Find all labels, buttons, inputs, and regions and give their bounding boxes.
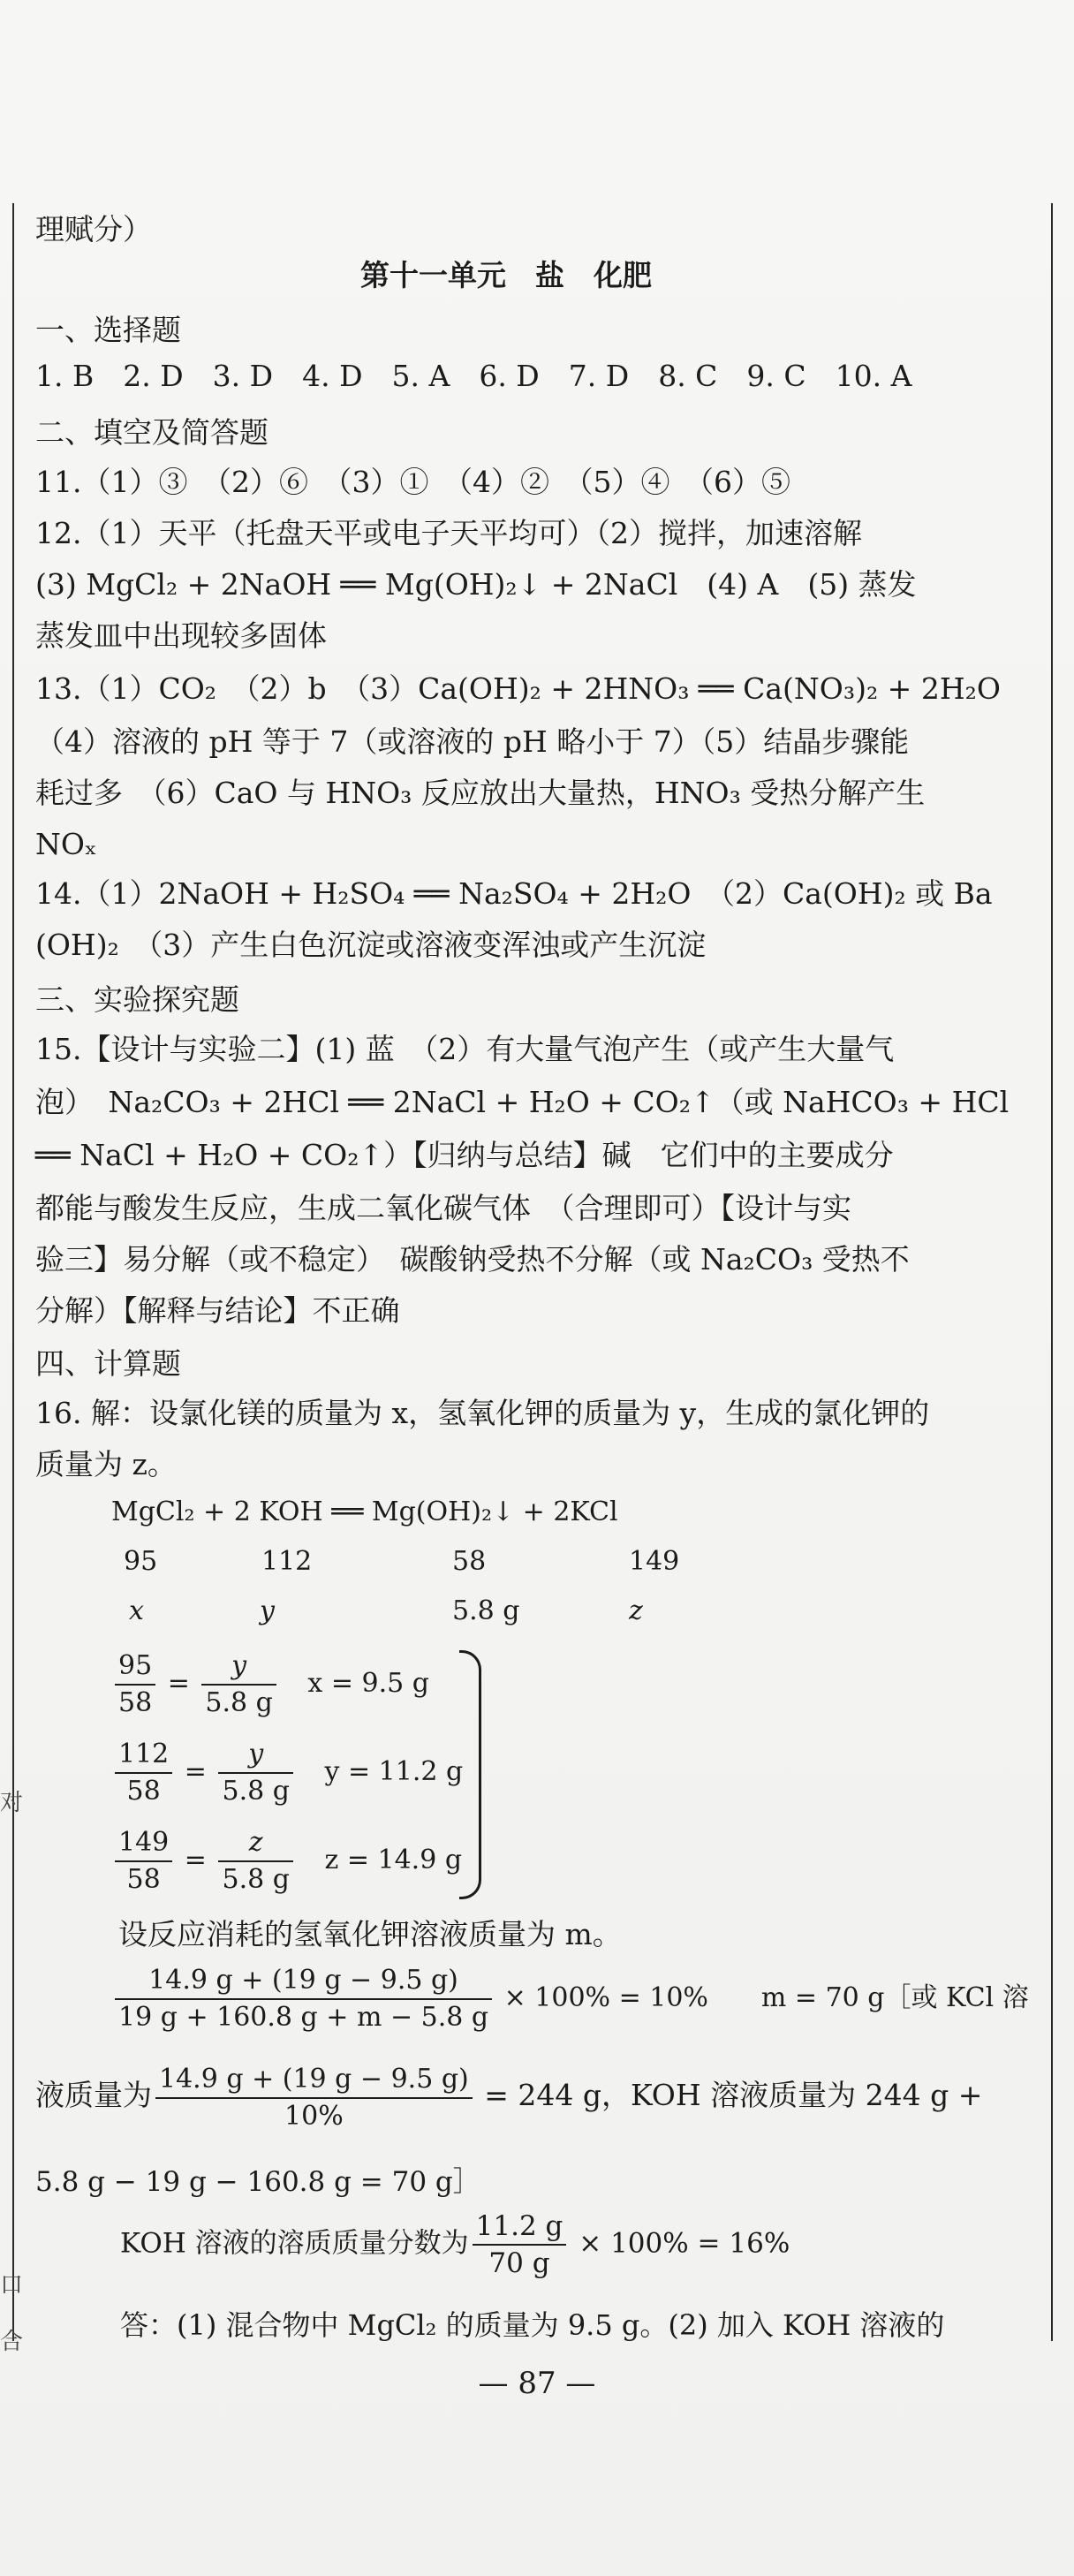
answer-12-line2: (3) MgCl₂ + 2NaOH ══ Mg(OH)₂↓ + 2NaCl (4) A (5) 蒸发 (35, 567, 917, 602)
side-mark-2: 口 (0, 2272, 24, 2299)
section-heading-choice: 一、选择题 (35, 313, 181, 347)
right-brace (459, 1650, 481, 1899)
proportion-3: $\frac{149}{58}$ = $\frac{z}{5.8 g}$ z = 14.9 g (111, 1825, 462, 1898)
answer-11: 11.（1）③ （2）⑥ （3）① （4）② （5）④ （6）⑤ (35, 465, 790, 499)
right-margin-rule (1051, 203, 1053, 2341)
section-heading-experiment: 三、实验探究题 (35, 982, 239, 1017)
koh-mass-line: 5.8 g − 19 g − 160.8 g = 70 g］ (35, 2166, 480, 2198)
p2-num: 112 (115, 1737, 172, 1774)
answer-15-line6: 分解）【解释与结论】不正确 (35, 1293, 400, 1328)
p1-den: 58 (118, 1687, 153, 1718)
p3-num: 149 (115, 1825, 172, 1862)
p1-rnum: y (201, 1648, 276, 1686)
c-prefix: 液质量为 (35, 2078, 152, 2112)
mass-fraction-equation (111, 1963, 1029, 2035)
unknown-y: y (260, 1595, 275, 1626)
b-den: 19 g + 160.8 g + m − 5.8 g (118, 2002, 489, 2033)
final-answer-line: 答：(1) 混合物中 MgCl₂ 的质量为 9.5 g。(2) 加入 KOH 溶液的 (120, 2308, 945, 2342)
reaction-equation: MgCl₂ + 2 KOH ══ Mg(OH)₂↓ + 2KCl (111, 1496, 618, 1527)
c-den: 10% (284, 2101, 344, 2132)
c-num: 14.9 g + (19 g − 9.5 g) (155, 2062, 473, 2099)
answer-15-line2: 泡） Na₂CO₃ + 2HCl ══ 2NaCl + H₂O + CO₂↑（或 NaHCO₃ + HCl (35, 1085, 1010, 1119)
answer-13-line4: NOₓ (35, 827, 97, 861)
answer-12-line1: 12.（1）天平（托盘天平或电子天平均可）（2）搅拌，加速溶解 (35, 516, 862, 550)
answer-15-line4: 都能与酸发生反应，生成二氧化碳气体 （合理即可）【设计与实 (35, 1191, 851, 1225)
answer-14-line1: 14.（1）2NaOH + H₂SO₄ ══ Na₂SO₄ + 2H₂O （2）Ca(OH)₂ 或 Ba (35, 876, 993, 911)
p2-den: 58 (126, 1776, 161, 1807)
solution-mass-equation (35, 2062, 982, 2134)
c-tail: = 244 g，KOH 溶液质量为 244 g + (484, 2078, 983, 2112)
answer-13-line3: 耗过多 （6）CaO 与 HNO₃ 反应放出大量热，HNO₃ 受热分解产生 (35, 776, 926, 810)
proportion-2: $\frac{112}{58}$ = $\frac{y}{5.8 g}$ y = 11.2 g (111, 1737, 463, 1809)
answer-14-line2: (OH)₂ （3）产生白色沉淀或溶液变浑浊或产生沉淀 (35, 928, 707, 962)
proportion-1: $\frac{95}{58}$ = $\frac{y}{5.8 g}$ x = 9.5 g (111, 1648, 429, 1721)
answer-16-line2: 质量为 z。 (35, 1447, 177, 1481)
section-heading-fill: 二、填空及简答题 (35, 415, 268, 450)
p2-rden: 5.8 g (222, 1776, 290, 1807)
answer-12-line3: 蒸发皿中出现较多固体 (35, 618, 327, 653)
known-mass: 5.8 g (452, 1595, 520, 1626)
e-prefix: KOH 溶液的溶质质量分数为 (120, 2227, 469, 2260)
left-margin-rule (12, 203, 14, 2341)
page-number: — 87 — (478, 2366, 596, 2401)
molar-mass-koh: 112 (261, 1546, 313, 1577)
e-tail: × 100% = 16% (579, 2227, 790, 2260)
e-den: 70 g (488, 2247, 550, 2279)
section-heading-calc: 四、计算题 (35, 1346, 181, 1381)
side-mark-3: 合 (0, 2329, 24, 2355)
p1-rden: 5.8 g (205, 1687, 273, 1718)
p2-rnum: y (218, 1737, 292, 1774)
mass-percent-equation (120, 2209, 790, 2281)
side-mark-1: 对 (0, 1790, 24, 1816)
b-tail: × 100% = 10% m = 70 g［或 KCl 溶 (503, 1982, 1029, 2013)
molar-mass-mgcl2: 95 (124, 1546, 158, 1577)
carryover-line: 理赋分） (35, 212, 152, 246)
unknown-z: z (629, 1595, 643, 1626)
p2-result: y = 11.2 g (324, 1756, 464, 1787)
p1-result: x = 9.5 g (307, 1668, 429, 1699)
unknown-x: x (129, 1595, 144, 1626)
e-num: 11.2 g (473, 2209, 567, 2246)
answer-13-line2: （4）溶液的 pH 等于 7（或溶液的 pH 略小于 7）（5）结晶步骤能 (35, 724, 910, 759)
set-m-line: 设反应消耗的氢氧化钾溶液质量为 m。 (118, 1917, 622, 1951)
p3-den: 58 (126, 1864, 161, 1895)
p3-rnum: z (218, 1825, 292, 1862)
p1-num: 95 (115, 1648, 155, 1686)
answer-15-line5: 验三】易分解（或不稳定） 碳酸钠受热不分解（或 Na₂CO₃ 受热不 (35, 1242, 910, 1277)
answer-13-line1: 13.（1）CO₂ （2）b （3）Ca(OH)₂ + 2HNO₃ ══ Ca(NO₃)₂ + 2H₂O (35, 671, 1001, 706)
answer-15-line3: ══ NaCl + H₂O + CO₂↑）【归纳与总结】碱 它们中的主要成分 (35, 1138, 894, 1172)
molar-mass-mgoh2: 58 (452, 1546, 487, 1577)
answer-16-line1: 16. 解：设氯化镁的质量为 x，氢氧化钾的质量为 y，生成的氯化钾的 (35, 1396, 930, 1430)
molar-mass-kcl: 149 (629, 1546, 680, 1577)
p3-result: z = 14.9 g (324, 1845, 463, 1875)
choice-answers: 1. B 2. D 3. D 4. D 5. A 6. D 7. D 8. C 9. C 10. A (35, 359, 912, 393)
unit-title: 第十一单元 盐 化肥 (360, 258, 652, 292)
p3-rden: 5.8 g (222, 1864, 290, 1895)
answer-15-line1: 15.【设计与实验二】(1) 蓝 （2）有大量气泡产生（或产生大量气 (35, 1032, 895, 1066)
b-num: 14.9 g + (19 g − 9.5 g) (115, 1963, 492, 2000)
